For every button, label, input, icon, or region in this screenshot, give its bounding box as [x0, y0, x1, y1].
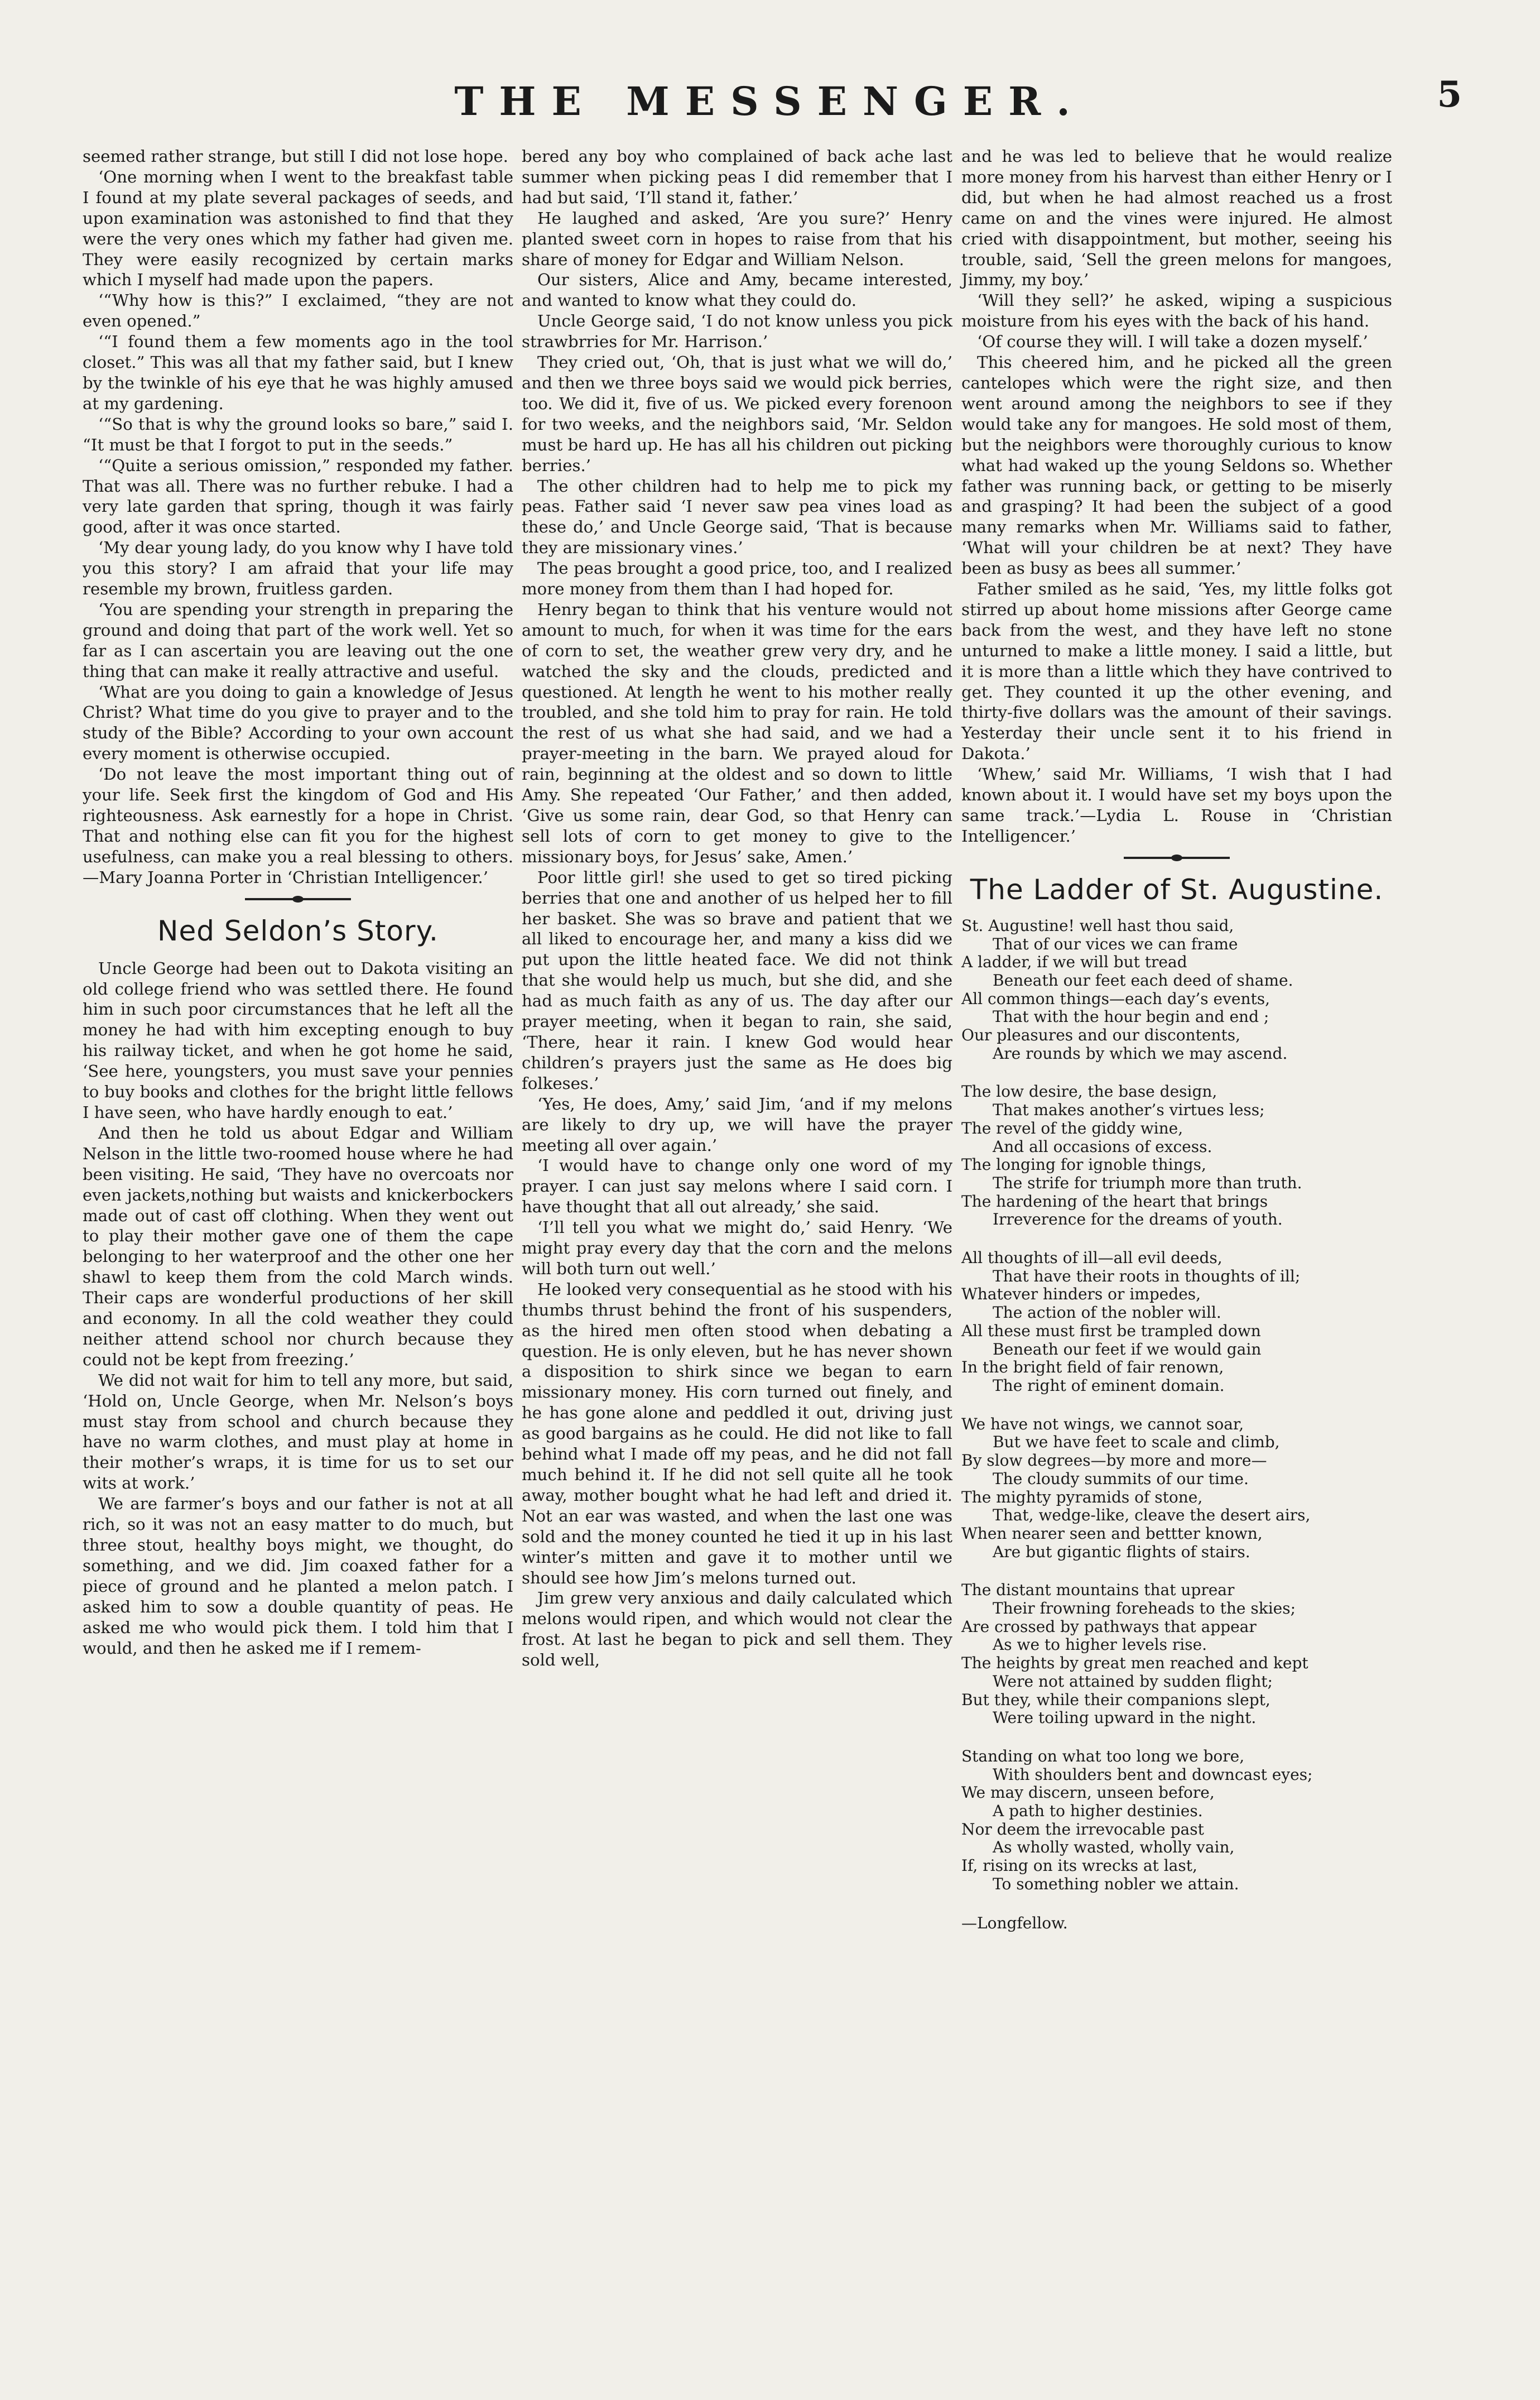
poem	[961, 917, 1392, 1894]
poem-stanza	[961, 1249, 1392, 1395]
poem-line: In the bright field of fair renown,	[961, 1358, 1224, 1377]
poem-title: The Ladder of St. Augustine.	[970, 873, 1384, 906]
poem-stanza	[961, 1748, 1392, 1894]
poem-line: All thoughts of ill—all evil deeds,	[961, 1249, 1223, 1268]
poem-line: The hardening of the heart that brings	[961, 1192, 1268, 1211]
paragraph: And then he told us about Edgar and William Nelson in the little two-roomed house where he had been visiting. He said, ‘They have no overcoats nor even jackets,nothing but waists and knickerbockers made out of cast off clothing. When they went out to play their mother gave one of them the cape belonging to her waterproof and the other one her shawl to keep them from the cold March winds. Their caps are wonderful productions of her skill and economy. In all the cold weather they could neither attend school nor church because they could not be kept from freezing.’	[83, 1123, 513, 1369]
paragraph: Uncle George said, ‘I do not know unless you pick strawbrries for Mr. Harrison.’	[522, 311, 952, 352]
section-divider	[245, 898, 351, 900]
poem-line: With shoulders bent and downcast eyes;	[993, 1765, 1313, 1784]
poem-line: Beneath our feet each deed of shame.	[993, 971, 1293, 990]
paragraph: The peas brought a good price, too, and I realized more money from them than I had hoped for.	[522, 559, 952, 599]
poem-line: Standing on what too long we bore,	[961, 1746, 1245, 1765]
poem-line: The strife for triumph more than truth.	[993, 1173, 1302, 1192]
paragraph: He laughed and asked, ‘Are you sure?’ Henry planted sweet corn in hopes to raise from that his share of money for Edgar and William Nelson.	[522, 208, 952, 269]
poem-line: We may discern, unseen before,	[961, 1783, 1215, 1802]
paragraph: This cheered him, and he picked all the green cantelopes which were the right size, and then went around among the neighbors to see if they would take any for mangoes. He sold most of them, but the neighbors were thoroughly curious to know what had waked up the young Seldons so. Whether father was running back, or getting to be miserly and grasping? It had been the subject of a good many remarks when Mr. Williams said to father, ‘What will your children be at next? They have been as busy as bees all summer.’	[961, 353, 1392, 578]
column-2	[522, 146, 952, 1671]
poem-line: That, wedge-like, cleave the desert airs,	[993, 1506, 1311, 1525]
paragraph: bered any boy who complained of back ache last summer when picking peas I did remember that I had but said, ‘I’ll stand it, father.’	[522, 147, 952, 207]
poem-line: That makes another’s virtues less;	[993, 1101, 1265, 1120]
story-body	[83, 958, 513, 1659]
poem-line: Are rounds by which we may ascend.	[993, 1044, 1288, 1063]
poem-line: To something nobler we attain.	[993, 1874, 1239, 1893]
paragraph: ‘Of course they will. I will take a dozen myself.’	[977, 332, 1368, 352]
page-number: 5	[1437, 74, 1462, 116]
paragraph: Jim grew very anxious and daily calculated which melons would ripen, and which would not clear the frost. At last he began to pick and sell them. They sold well,	[522, 1588, 952, 1670]
paragraph: ‘I’ll tell you what we might do,’ said Henry. ‘We might pray every day that the corn and the melons will both turn out well.’	[522, 1218, 952, 1278]
poem-line: The mighty pyramids of stone,	[961, 1487, 1203, 1506]
poem-line: St. Augustine! well hast thou said,	[961, 916, 1234, 935]
story-body-continued	[522, 146, 952, 1671]
paragraph: We are farmer’s boys and our father is not at all rich, so it was not an easy matter to do much, but three stout, healthy boys might, we thought, do something, and we did. Jim coaxed father for a piece of ground and he planted a melon patch. I asked him to sow a double quantity of peas. He asked me who would pick them. I told him that I would, and then he asked me if I remem-	[83, 1494, 513, 1658]
poem-line: But they, while their companions slept,	[961, 1690, 1270, 1709]
paragraph: seemed rather strange, but still I did not lose hope.	[83, 147, 508, 166]
paragraph: ‘“I found them a few moments ago in the tool closet.” This was all that my father said, but I knew by the twinkle of his eye that he was highly amused at my gardening.	[83, 332, 513, 413]
poem-stanza	[961, 1083, 1392, 1229]
paragraph: and he was led to believe that he would realize more money from his harvest than either Henry or I did, but when he had almost reached us a frost came on and the vines were injured. He almost cried with disappointment, but mother, seeing his trouble, said, ‘Sell the green melons for mangoes, Jimmy, my boy.’	[961, 147, 1392, 290]
poem-line: When nearer seen and bettter known,	[961, 1524, 1263, 1543]
article-continuation	[83, 146, 513, 888]
poem-line: Are but gigantic flights of stairs.	[993, 1542, 1250, 1561]
poem-line: By slow degrees—by more and more—	[961, 1451, 1267, 1470]
paragraph: They cried out, ‘Oh, that is just what we will do,’ and then we three boys said we would pick berries, too. We did it, five of us. We picked every forenoon for two weeks, and the neighbors said, ‘Mr. Seldon must be hard up. He has all his children out picking berries.’	[522, 353, 952, 475]
poem-line: Nor deem the irrevocable past	[961, 1820, 1204, 1839]
paragraph: The other children had to help me to pick my peas. Father said ‘I never saw pea vines load as these do,’ and Uncle George said, ‘That is because they are missionary vines.’	[522, 476, 952, 558]
paragraph: ‘“Why how is this?” I exclaimed, “they are not even opened.”	[83, 291, 513, 331]
poem-stanza	[961, 1415, 1392, 1562]
poem-stanza	[961, 1581, 1392, 1727]
poem-line: The distant mountains that uprear	[961, 1581, 1235, 1600]
poem-line: Are crossed by pathways that appear	[961, 1617, 1257, 1636]
paragraph: ‘Will they sell?’ he asked, wiping a suspicious moisture from his eyes with the back of his hand.	[961, 291, 1392, 331]
masthead: THE MESSENGER.	[454, 78, 1086, 124]
paragraph: ‘“So that is why the ground looks so bare,” said I. “It must be that I forgot to put in the seeds.”	[83, 414, 513, 454]
poem-signature: —Longfellow.	[961, 1913, 1068, 1932]
story-title: Ned Seldon’s Story.	[157, 914, 439, 947]
poem-line: The revel of the giddy wine,	[961, 1119, 1183, 1137]
poem-line: As we to higher levels rise.	[993, 1635, 1207, 1654]
poem-line: The low desire, the base design,	[961, 1082, 1217, 1101]
poem-line: Irreverence for the dreams of youth.	[993, 1210, 1283, 1229]
poem-line: The cloudy summits of our time.	[993, 1469, 1249, 1488]
poem-line: The longing for ignoble things,	[961, 1155, 1206, 1174]
paragraph: ‘Do not leave the most important thing out of your life. Seek first the kingdom of God and His righteousness. Ask earnestly for a hope in Christ. That and nothing else can fit you for the highest usefulness, can make you a real blessing to others.—Mary Joanna Porter in ‘Christian Intelligencer.’	[83, 765, 513, 887]
poem-line: We have not wings, we cannot soar,	[961, 1414, 1244, 1433]
paragraph: We did not wait for him to tell any more, but said, ‘Hold on, Uncle George, when Mr. Nelson’s boys must stay from school and church because they have no warm clothes, and must play at home in their mother’s wraps, it is time for us to set our wits at work.’	[83, 1370, 513, 1493]
column-1	[83, 146, 513, 1658]
poem-line: All these must first be trampled down	[961, 1321, 1261, 1340]
paragraph: Our sisters, Alice and Amy, became interested, and wanted to know what they could do.	[522, 270, 952, 310]
poem-line: And all occasions of excess.	[993, 1137, 1212, 1156]
poem-line: All common things—each day’s events,	[961, 989, 1270, 1008]
column-3	[961, 146, 1392, 1933]
poem-line: But we have feet to scale and climb,	[993, 1433, 1280, 1452]
poem-line: Our pleasures and our discontents,	[961, 1026, 1240, 1045]
poem-line: A path to higher destinies.	[993, 1802, 1203, 1821]
paragraph: ‘One morning when I went to the breakfast table I found at my plate several packages of seeds, and upon examination was astonished to find that they were the very ones which my father had given me. They were easily recognized by certain marks which I myself had made upon the papers.	[83, 167, 513, 290]
paragraph: ‘“Quite a serious omission,” responded my father. That was all. There was no further rebuke. I had a very late garden that spring, though it was fairly good, after it was once started.	[83, 455, 513, 537]
poem-line: As wholly wasted, wholly vain,	[993, 1838, 1235, 1857]
paragraph: ‘My dear young lady, do you know why I have told you this story? I am afraid that your life may resemble my brown, fruitless garden.	[83, 538, 513, 599]
paragraph: ‘Yes, He does, Amy,’ said Jim, ‘and if my melons are likely to dry up, we will have the prayer meeting all over again.’	[522, 1094, 952, 1155]
poem-line: A ladder, if we will but tread	[961, 953, 1187, 972]
paragraph: He looked very consequential as he stood with his thumbs thrust behind the front of his suspenders, as the hired men often stood when debating a question. He is only eleven, but he has never shown a disposition to shirk since we began to earn missionary money. His corn turned out finely, and he has gone alone and peddled it out, driving just as good bargains as he could. He did not like to fall behind what I made off my peas, and he did not fall much behind it. If he did not sell quite all he took away, mother bought what he had left and dried it. Not an ear was wasted, and when the last one was sold and the money counted he tied it up in his last winter’s mitten and gave it to mother until we should see how Jim’s melons turned out.	[522, 1279, 952, 1587]
paragraph: ‘Whew,’ said Mr. Williams, ‘I wish that I had known about it. I would have set my boys upon the same track.’—Lydia L. Rouse in ‘Christian Intelligencer.’	[961, 765, 1392, 846]
poem-line: Were toiling upward in the night.	[993, 1708, 1257, 1727]
poem-line: Their frowning foreheads to the skies;	[993, 1599, 1296, 1618]
paragraph: ‘I would have to change only one word of my prayer. I can just say melons where I said corn. I have thought that all out already,’ she said.	[522, 1156, 952, 1217]
poem-line: That with the hour begin and end ;	[993, 1007, 1269, 1026]
poem-line: Were not attained by sudden flight;	[993, 1672, 1273, 1691]
section-divider	[1124, 857, 1230, 859]
poem-line: If, rising on its wrecks at last,	[961, 1856, 1197, 1875]
paragraph: Poor little girl! she used to get so tired picking berries that one and another of us helped her to fill her basket. She was so brave and patient that we all liked to encourage her, and many a kiss did we put upon the little heated face. We did not think that she would help us much, but she did, and she had as much faith as any of us. The day after our prayer meeting, when it began to rain, she said, ‘There, hear it rain. I knew God would hear children’s prayers just the same as He does big folkeses.’	[522, 867, 952, 1093]
paragraph: ‘What are you doing to gain a knowledge of Jesus Christ? What time do you give to prayer and to the study of the Bible? According to your own account every moment is otherwise occupied.	[83, 682, 513, 764]
paragraph: Uncle George had been out to Dakota visiting an old college friend who was settled there. He found him in such poor circumstances that he left all the money he had with him excepting enough to buy his railway ticket, and when he got home he said, ‘See here, youngsters, you must save your pennies to buy books and clothes for the bright little fellows I have seen, who have hardly enough to eat.’	[83, 958, 513, 1122]
poem-line: The action of the nobler will.	[993, 1303, 1221, 1322]
poem-line: The right of eminent domain.	[993, 1376, 1225, 1395]
paragraph: Father smiled as he said, ‘Yes, my little folks got stirred up about home missions after George came back from the west, and they have left no stone unturned to make a little money. I said a little, but it is more than a little which they have contrived to get. They counted it up the other evening, and thirty-five dollars was the amount of their savings. Yesterday their uncle sent it to his friend in Dakota.’	[961, 579, 1392, 764]
paragraph: ‘You are spending your strength in preparing the ground and doing that part of the work well. Yet so far as I can ascertain you are leaving out the one thing that can make it really attractive and useful.	[83, 599, 513, 681]
paragraph: Henry began to think that his venture would not amount to much, for when it was time for the ears of corn to set, the weather grew very dry, and he watched the sky and the clouds, predicted and questioned. At length he went to his mother really troubled, and she told him to pray for rain. He told the rest of us what she had said, and we had a prayer-meeting in the barn. We prayed aloud for rain, beginning at the oldest and so down to little Amy. She repeated ‘Our Father,’ and then added, ‘Give us some rain, dear God, so that Henry can sell lots of corn to get money to give to the missionary boys, for Jesus’ sake, Amen.’	[522, 599, 952, 866]
poem-stanza	[961, 917, 1392, 1063]
poem-line: That have their roots in thoughts of ill;	[993, 1266, 1301, 1285]
story-conclusion	[961, 146, 1392, 847]
poem-line: The heights by great men reached and kept	[961, 1654, 1308, 1673]
poem-line: Beneath our feet if we would gain	[993, 1340, 1262, 1359]
poem-line: That of our vices we can frame	[993, 934, 1238, 953]
poem-line: Whatever hinders or impedes,	[961, 1285, 1201, 1304]
